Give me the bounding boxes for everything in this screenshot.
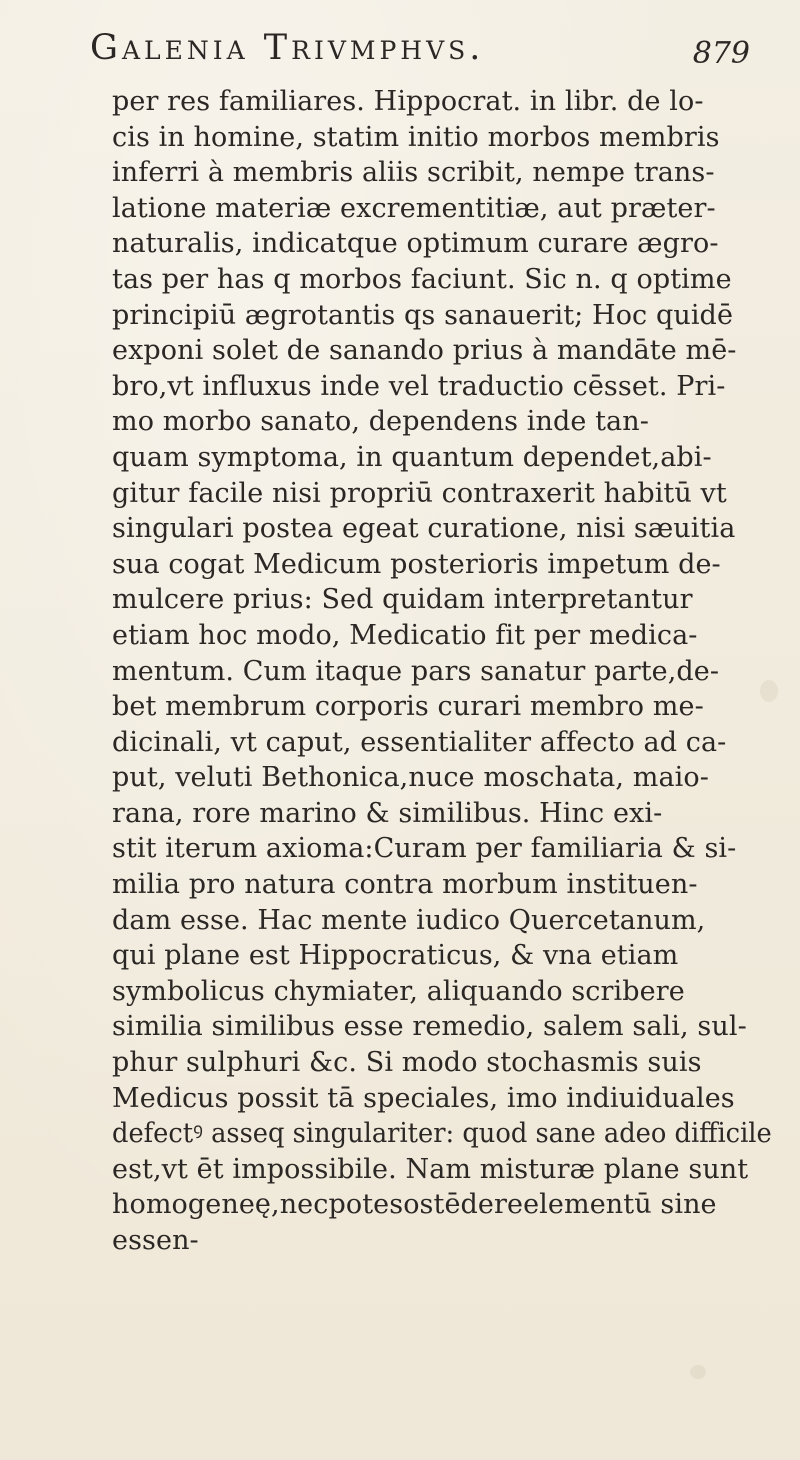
body-text: [112, 84, 772, 1259]
text-line: bro,vt influxus inde vel traductio cēsset. Pri-: [112, 370, 726, 402]
text-line: qui plane est Hippocraticus, & vna etiam: [112, 940, 679, 972]
text-line: exponi solet de sanando prius à mandāte mē-: [112, 335, 737, 367]
text-line: latione materiæ excrementitiæ, aut præter-: [112, 192, 716, 224]
text-line: per res familiares. Hippocrat. in libr. de lo-: [112, 86, 704, 117]
text-line: bet membrum corporis curari membro me-: [112, 691, 704, 723]
text-line: dicinali, vt caput, essentialiter affecto ad ca-: [112, 726, 727, 758]
text-line: dam esse. Hac mente iudico Quercetanum,: [112, 904, 706, 936]
text-line: homogeneę,necpotesostēdereelementū sine: [112, 1189, 717, 1221]
text-line: gitur facile nisi propriū contraxerit habitū vt: [112, 477, 727, 509]
text-line: essen-: [112, 1225, 199, 1256]
text-line: inferri à membris aliis scribit, nempe trans-: [112, 157, 715, 189]
text-line: principiū ægrotantis qs sanauerit; Hoc quidē: [112, 299, 734, 331]
text-line: mentum. Cum itaque pars sanatur parte,de-: [112, 655, 720, 687]
text-line: etiam hoc modo, Medicatio fit per medica-: [112, 619, 698, 651]
text-line: defectꝰ asseq singulariter: quod sane adeo difficile: [112, 1118, 772, 1150]
running-title: Galenia Trivmphvs.: [90, 28, 485, 68]
paper-stain: [690, 1365, 706, 1379]
text-line: cis in homine, statim initio morbos membris: [112, 121, 720, 153]
text-line: quam symptoma, in quantum dependet,abi-: [112, 441, 712, 473]
text-line: phur sulphuri &c. Si modo stochasmis suis: [112, 1047, 702, 1079]
text-line: symbolicus chymiater, aliquando scribere: [112, 975, 685, 1007]
text-line: Medicus possit tā speciales, imo indiuiduales: [112, 1082, 735, 1114]
text-line: naturalis, indicatque optimum curare ægro-: [112, 228, 719, 260]
text-line: put, veluti Bethonica,nuce moschata, maio-: [112, 762, 709, 794]
text-line: stit iterum axioma:Curam per familiaria & si-: [112, 833, 737, 865]
text-line: tas per has q morbos faciunt. Sic n. q optime: [112, 263, 732, 295]
text-line: singulari postea egeat curatione, nisi sæuitia: [112, 513, 736, 545]
text-line: mulcere prius: Sed quidam interpretantur: [112, 584, 693, 616]
text-line: similia similibus esse remedio, salem sali, sul-: [112, 1011, 747, 1043]
text-line: sua cogat Medicum posterioris impetum de-: [112, 548, 721, 580]
text-line: rana, rore marino & similibus. Hinc exi-: [112, 797, 663, 829]
text-line: est,vt ēt impossibile. Nam misturæ plane sunt: [112, 1153, 749, 1185]
page-number: 879: [692, 36, 750, 71]
text-line: mo morbo sanato, dependens inde tan-: [112, 406, 649, 438]
text-line: milia pro natura contra morbum instituen-: [112, 869, 698, 901]
running-head: [90, 28, 750, 84]
